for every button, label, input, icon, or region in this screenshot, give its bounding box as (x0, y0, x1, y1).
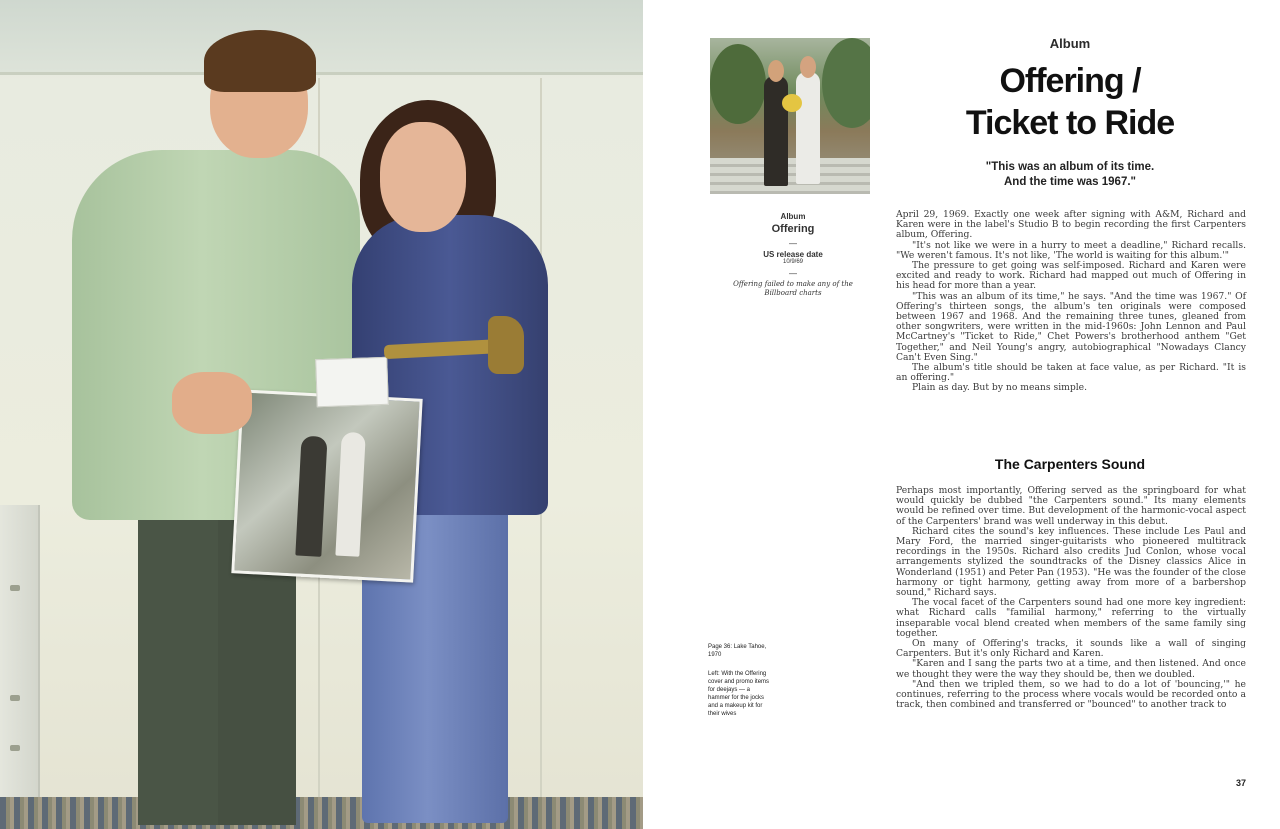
body-paragraph: Richard cites the sound's key influences. These include Les Paul and Mary Ford, the married singer-guitarists who pioneered multitrack recordings in the 1950s. Richard also credits Jud Conlon, whose vocal arrangements stylized the soundtracks of the Disney classics Alice in Wonderland (1951) and Peter Pan (1953). "He was the founder of the close harmony or tight harmony, getting away from more of a barbershop sound," Richard says. (896, 525, 1246, 599)
cover-face (768, 60, 784, 82)
album-cover-thumbnail (710, 38, 870, 194)
man-hand (172, 372, 252, 434)
caption-left-photo: Left: With the Offering cover and promo items for deejays — a hammer for the jocks and a makeup kit for their wives (708, 671, 770, 717)
meta-label: Album (780, 212, 806, 221)
cover-tree (822, 38, 870, 128)
offering-lp-cover (231, 389, 422, 582)
cover-steps (710, 158, 870, 194)
lp-figure (295, 436, 327, 557)
dresser-knob (10, 695, 20, 701)
wall-molding (0, 0, 643, 75)
cover-figure-richard (796, 72, 820, 184)
meta-release-label: US release date (763, 250, 823, 259)
body-paragraph: The album's title should be taken at face value, as per Richard. "It is an offering." (896, 362, 1246, 384)
cover-figure-karen (764, 76, 788, 186)
lp-figure (335, 432, 365, 557)
section-subhead: The Carpenters Sound (994, 456, 1146, 472)
cover-face (800, 56, 816, 78)
section-kicker: Album (1049, 36, 1091, 51)
body-paragraph: April 29, 1969. Exactly one week after signing with A&M, Richard and Karen were in the label's Studio B to begin recording the first Carpenters album, Offering. (896, 209, 1246, 241)
cover-flowers (782, 94, 802, 112)
body-paragraph: Plain as day. But by no means simple. (912, 382, 1088, 394)
meta-release-date: 10/9/69 (782, 259, 804, 265)
body-paragraph: "It's not like we were in a hurry to meet a deadline," Richard recalls. "We weren't famous. It's not like, 'The world is waiting for this album.'" (896, 239, 1246, 261)
page-title (930, 60, 1210, 144)
dresser-knob (10, 585, 20, 591)
carpet (0, 797, 643, 829)
body-paragraph: The pressure to get going was self-imposed. Richard and Karen were excited and ready to work. Richard had mapped out much of Offering in his head for more than a year. (896, 260, 1246, 292)
cover-tree (710, 44, 766, 124)
title-line: Offering / (999, 62, 1141, 100)
body-paragraph: "And then we tripled them, so we had to do a lot of 'bouncing,'" he continues, referring to the process where vocals would be recorded onto a track, then combined and transferred or "bounced" to another track to (896, 678, 1246, 711)
promo-card (315, 357, 389, 407)
body-paragraph: "Karen and I sang the parts two at a time, and then listened. And once we thought they were the way they should be, then we doubled. (896, 658, 1246, 680)
pull-quote-line: And the time was 1967." (1004, 176, 1136, 188)
title-line: Ticket to Ride (965, 104, 1175, 142)
meta-album: Offering (771, 223, 815, 235)
body-paragraph: Perhaps most importantly, Offering served as the springboard for what would quickly be dubbed "the Carpenters sound." Its many elements would be refined over time. But development of the harmonic-vocal aspect of the Carpenters' brand was well underway in this debut. (896, 485, 1246, 527)
pull-quote-line: "This was an album of its time. (985, 161, 1155, 173)
meta-divider: — (789, 269, 797, 278)
page-number: 37 (1235, 778, 1246, 788)
pull-quote (950, 160, 1190, 190)
body-text-2 (896, 486, 1246, 710)
woman-face (380, 122, 466, 232)
man-hair (204, 30, 316, 92)
body-paragraph: The vocal facet of the Carpenters sound had one more key ingredient: what Richard calls "familial harmony," referring to the virtually inseparable vocal blend created when members of the same family sing together. (896, 597, 1246, 639)
body-paragraph: On many of Offering's tracks, it sounds like a wall of singing Carpenters. But it's only Richard and Karen. (896, 638, 1246, 660)
album-meta (728, 212, 858, 298)
dresser (0, 505, 40, 829)
meta-note: Offering failed to make any of the Billboard charts (733, 280, 853, 297)
meta-divider: — (789, 239, 797, 248)
hammer-head (488, 316, 524, 374)
dresser-knob (10, 745, 20, 751)
body-paragraph: "This was an album of its time," he says. "And the time was 1967." Of Offering's thirteen songs, the album's ten originals were composed between 1967 and 1968. And the remaining three tunes, gleaned from other songwriters, were written in the mid-1960s: John Lennon and Paul McCartney's "Ticket to Ride," Chet Powers's brotherhood anthem "Get Together," and Neil Young's angry, autobiographical "Nowadays Clancy Can't Even Sing." (896, 290, 1246, 363)
man-pants (138, 505, 218, 825)
body-text-1 (896, 210, 1246, 394)
caption-page-36: Page 36: Lake Tahoe, 1970 (708, 644, 767, 658)
